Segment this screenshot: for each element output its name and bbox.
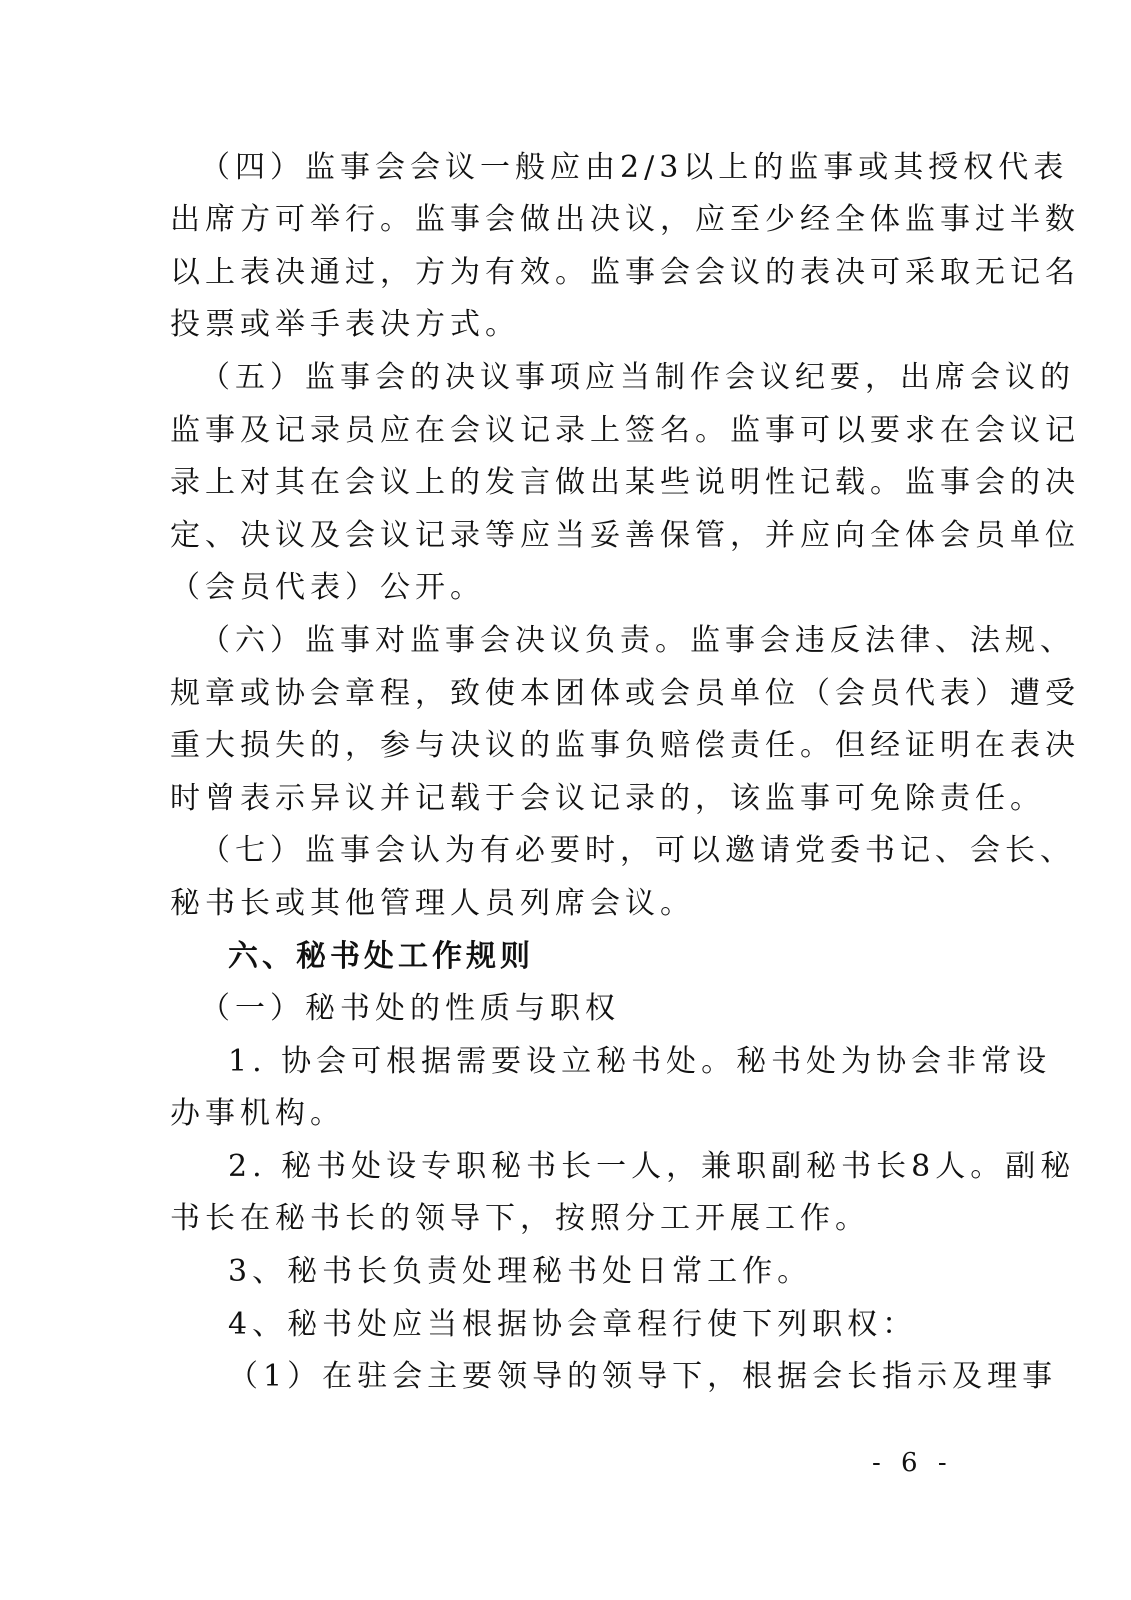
page-number: - 6 - <box>872 1448 953 1478</box>
text-line: 重大损失的，参与决议的监事负赔偿责任。但经证明在表决 <box>170 728 1080 763</box>
text-line: （六）监事对监事会决议负责。监事会违反法律、法规、 <box>200 623 1075 658</box>
text-line: （1）在驻会主要领导的领导下，根据会长指示及理事 <box>228 1359 1058 1394</box>
text-line: 投票或举手表决方式。 <box>170 307 520 342</box>
text-line: 4、秘书处应当根据协会章程行使下列职权： <box>228 1307 918 1342</box>
text-line: 办事机构。 <box>170 1096 345 1131</box>
text-line: 以上表决通过，方为有效。监事会会议的表决可采取无记名 <box>170 255 1080 290</box>
subsection-heading: （一）秘书处的性质与职权 <box>200 991 620 1026</box>
text-line: 3、秘书长负责处理秘书处日常工作。 <box>228 1254 813 1289</box>
text-line: （会员代表）公开。 <box>170 570 485 605</box>
text-line: 定、决议及会议记录等应当妥善保管，并应向全体会员单位 <box>170 518 1080 553</box>
text-line: 时曾表示异议并记载于会议记录的，该监事可免除责任。 <box>170 781 1045 816</box>
text-line: 秘书长或其他管理人员列席会议。 <box>170 886 695 921</box>
text-line: 2. 秘书处设专职秘书长一人，兼职副秘书长8人。副秘 <box>228 1149 1076 1184</box>
text-line: （五）监事会的决议事项应当制作会议纪要，出席会议的 <box>200 360 1075 395</box>
text-line: 书长在秘书长的领导下，按照分工开展工作。 <box>170 1201 870 1236</box>
text-line: 监事及记录员应在会议记录上签名。监事可以要求在会议记 <box>170 413 1080 448</box>
section-heading: 六、秘书处工作规则 <box>228 939 534 974</box>
text-line: （四）监事会会议一般应由2/3以上的监事或其授权代表 <box>200 150 1069 185</box>
text-line: 1. 协会可根据需要设立秘书处。秘书处为协会非常设 <box>228 1044 1052 1079</box>
text-line: 出席方可举行。监事会做出决议，应至少经全体监事过半数 <box>170 202 1080 237</box>
text-line: 规章或协会章程，致使本团体或会员单位（会员代表）遭受 <box>170 676 1080 711</box>
text-line: 录上对其在会议上的发言做出某些说明性记载。监事会的决 <box>170 465 1080 500</box>
text-line: （七）监事会认为有必要时，可以邀请党委书记、会长、 <box>200 833 1075 868</box>
